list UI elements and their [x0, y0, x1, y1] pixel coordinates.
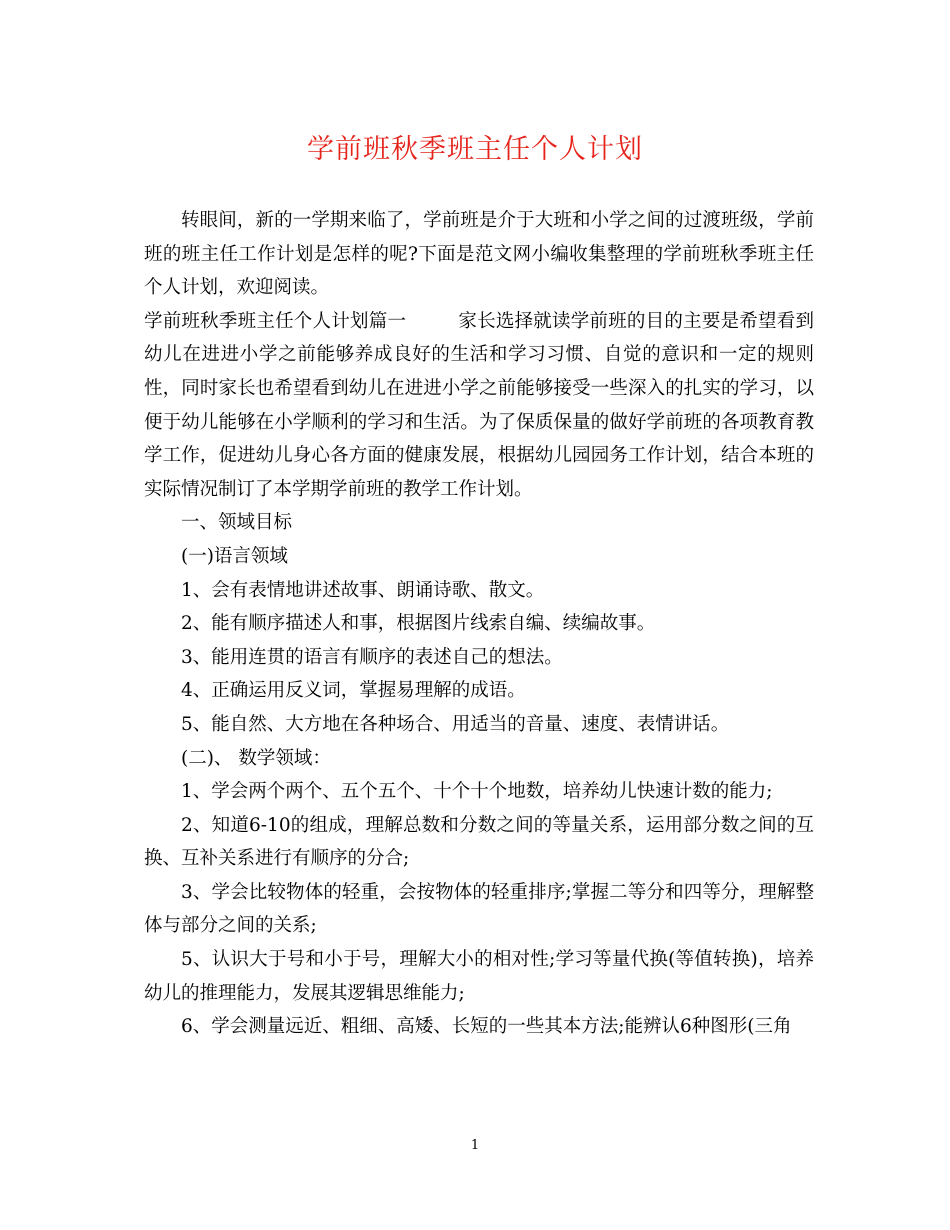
list-item: 4、正确运用反义词，掌握易理解的成语。	[181, 680, 526, 702]
list-item: 1、学会两个两个、五个五个、十个十个地数，培养幼儿快速计数的能力;	[181, 781, 773, 803]
list-item: 2、能有顺序描述人和事，根据图片线索自编、续编故事。	[181, 613, 656, 635]
section-title: 学前班秋季班主任个人计划篇一	[144, 310, 407, 332]
list-item: 5、能自然、大方地在各种场合、用适当的音量、速度、表情讲话。	[181, 713, 730, 735]
list-item: 6、学会测量远近、粗细、高矮、长短的一些其本方法;能辨认6种图形(三角	[181, 1016, 792, 1038]
list-item: 1、会有表情地讲述故事、朗诵诗歌、散文。	[181, 579, 545, 601]
list-item: 3、学会比较物体的轻重，会按物体的轻重排序;掌握二等分和四等分，理解整体与部分之间的关系;	[144, 881, 814, 937]
page-number: 1	[470, 1138, 480, 1153]
section-body: 家长选择就读学前班的目的主要是希望看到幼儿在进进小学之前能够养成良好的生活和学习习惯、自觉的意识和一定的规则性，同时家长也希望看到幼儿在进进小学之前能够接受一些深入的扎实的学习，以便于幼儿能够在小学顺利的学习和生活。为了保质保量的做好学前班的各项教育教学工作，促进幼儿身心各方面的健康发展，根据幼儿园园务工作计划，结合本班的实际情况制订了本学期学前班的教学工作计划。	[144, 310, 814, 500]
list-item: 3、能用连贯的语言有顺序的表述自己的想法。	[181, 646, 563, 668]
document-body	[144, 204, 814, 1044]
heading-domain-goals: 一、领域目标	[181, 512, 293, 534]
section-paragraph	[144, 305, 814, 507]
list-item: 2、知道6-10的组成，理解总数和分数之间的等量关系，运用部分数之间的互换、互补关系进行有顺序的分合;	[144, 814, 814, 870]
intro-paragraph: 转眼间，新的一学期来临了，学前班是介于大班和小学之间的过渡班级，学前班的班主任工作计划是怎样的呢?下面是范文网小编收集整理的学前班秋季班主任个人计划，欢迎阅读。	[144, 210, 814, 299]
heading-math-domain: (二)、 数学领域：	[181, 747, 331, 769]
list-item: 5、认识大于号和小于号，理解大小的相对性;学习等量代换(等值转换)，培养幼儿的推理能力，发展其逻辑思维能力;	[144, 949, 814, 1004]
document-title: 学前班秋季班主任个人计划	[307, 134, 643, 165]
heading-language-domain: (一)语言领域	[181, 545, 288, 567]
